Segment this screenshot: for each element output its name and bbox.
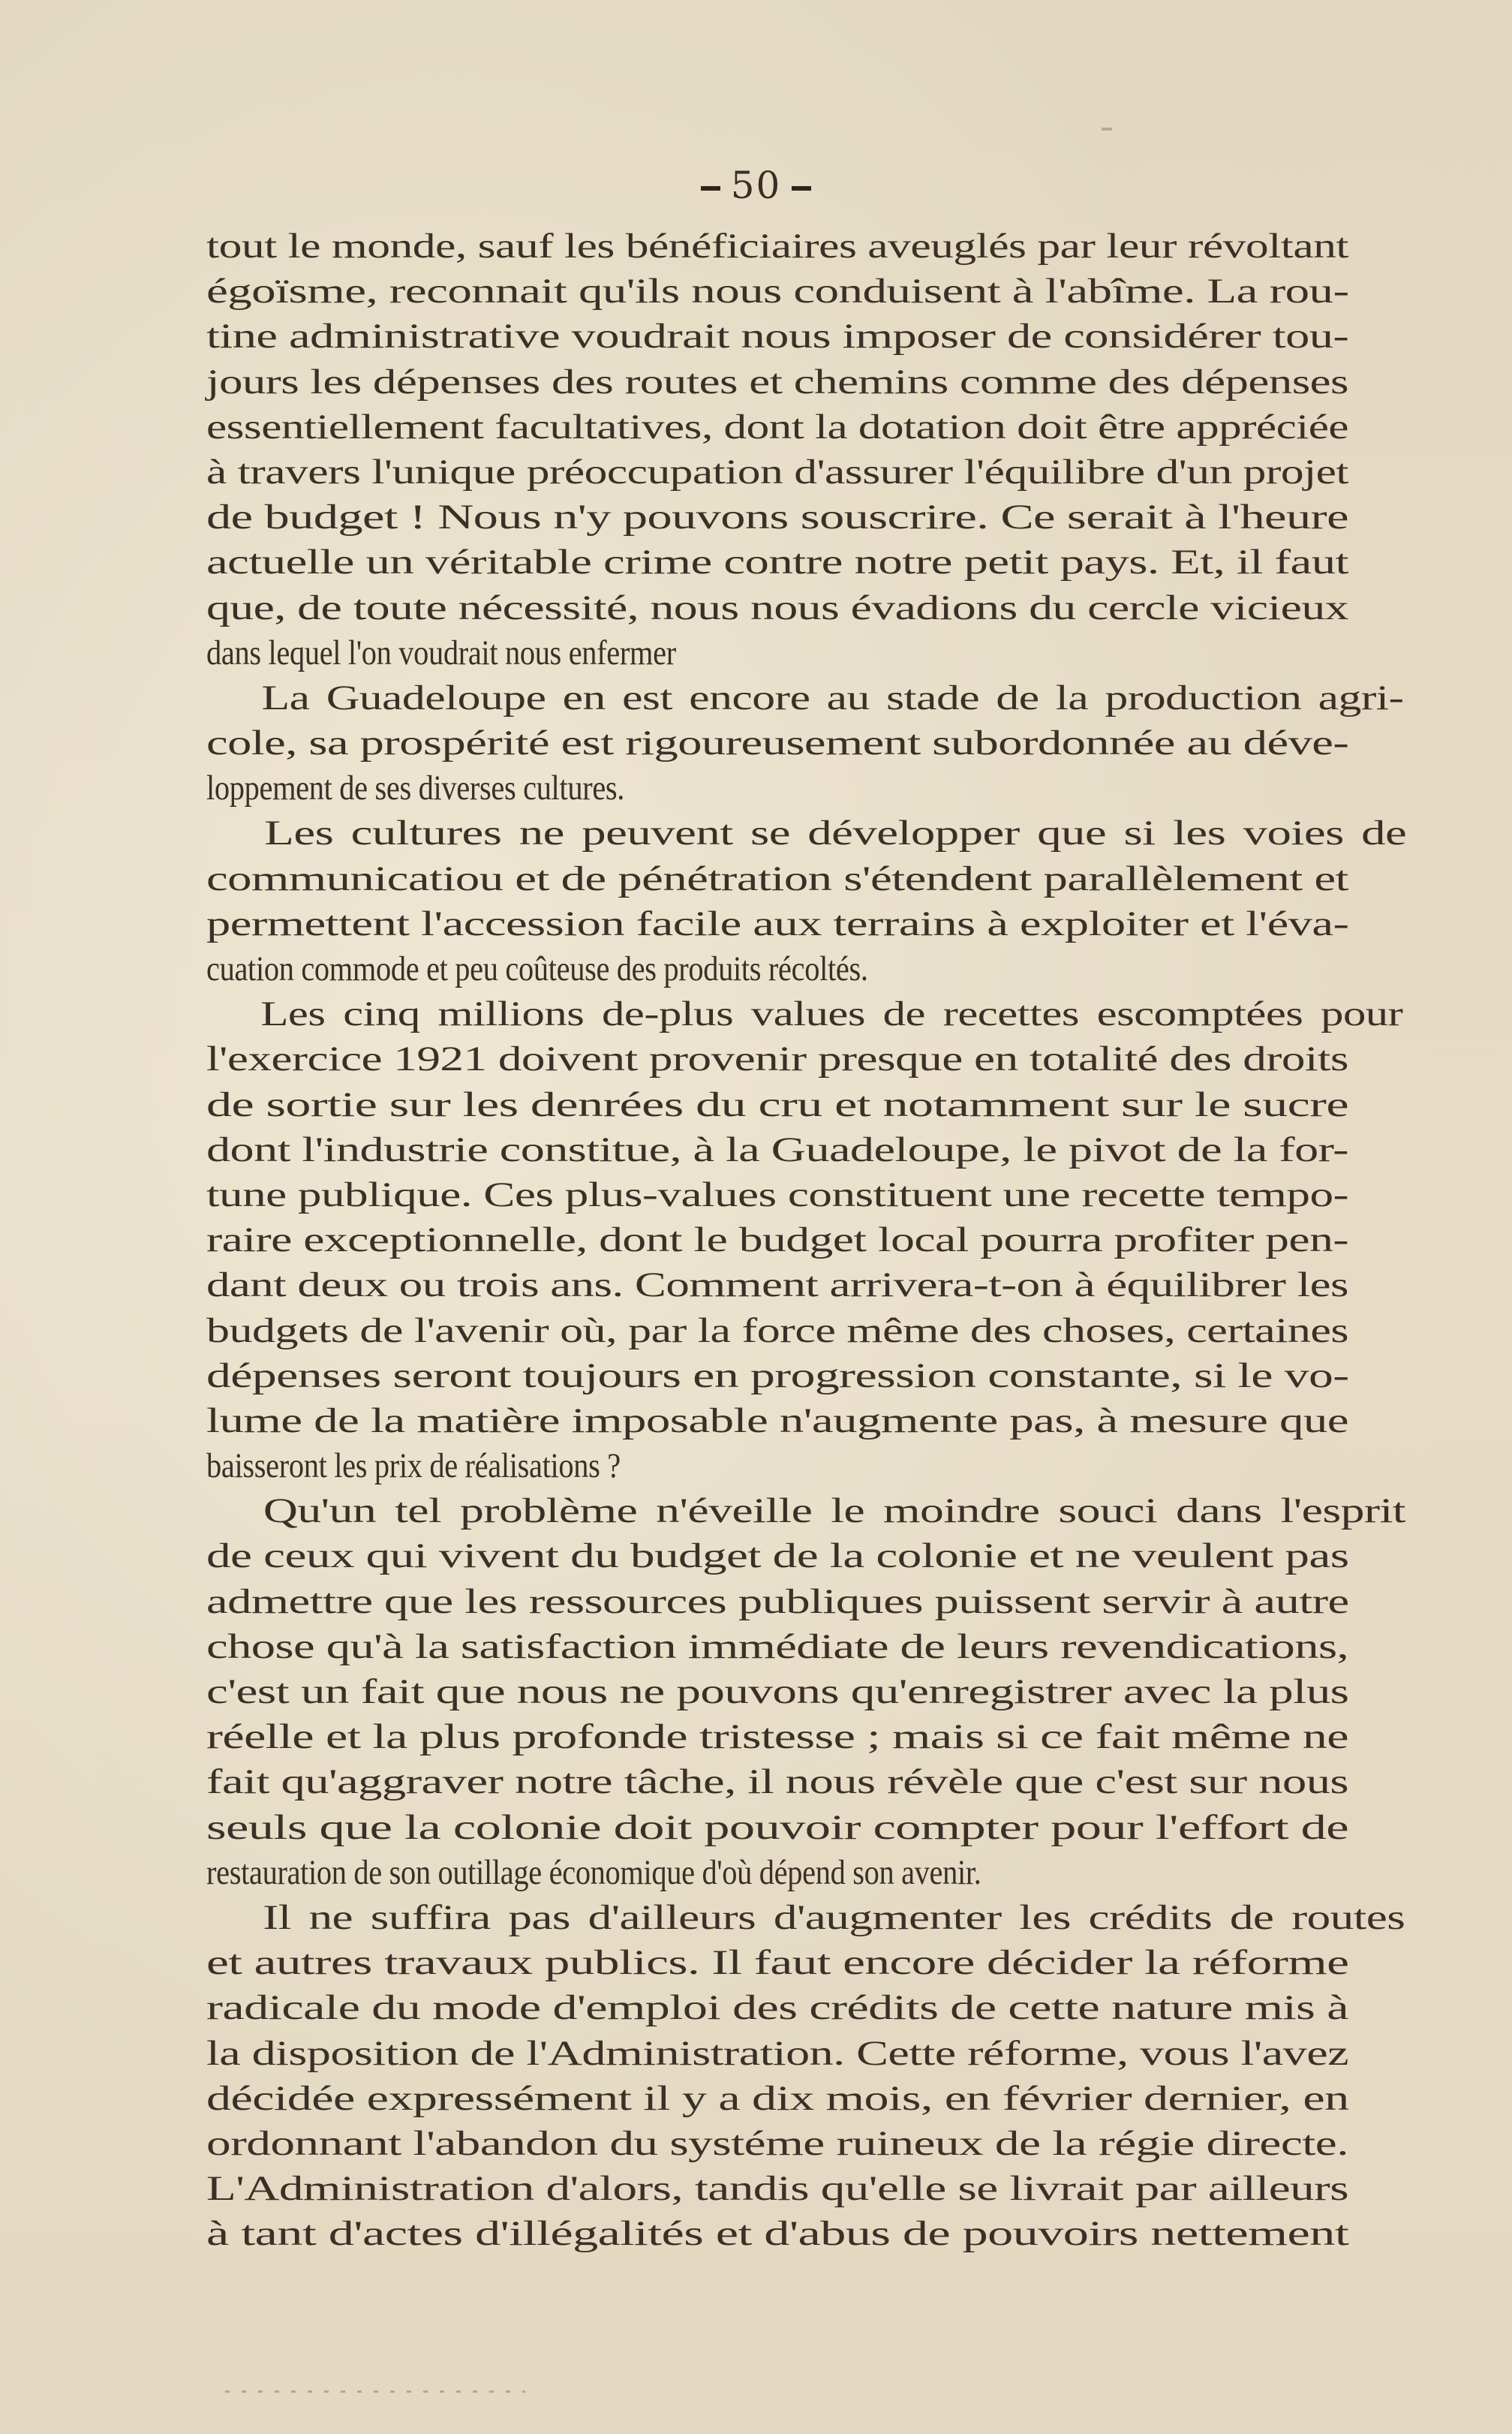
paragraph xyxy=(206,1488,1405,1895)
text-line: budgets de l'avenir où, par la force même des choses, certaines xyxy=(206,1310,1348,1350)
paragraph xyxy=(206,224,1348,675)
ink-speck xyxy=(1102,128,1112,131)
paragraph xyxy=(206,675,1404,811)
text-line: à travers l'unique préoccupation d'assurer l'équilibre d'un projet xyxy=(206,452,1348,492)
page-number xyxy=(0,164,1512,207)
text-line: et autres travaux publics. Il faut encore décider la réforme xyxy=(206,1943,1349,1983)
text-line: tine administrative voudrait nous imposer de considérer tou- xyxy=(206,317,1349,357)
text-line: restauration de son outillage économique d'où dépend son avenir. xyxy=(206,1852,981,1892)
text-line: Il ne suffira pas d'ailleurs d'augmenter les crédits de routes xyxy=(263,1897,1405,1937)
text-line: cuation commode et peu coûteuse des produits récoltés. xyxy=(206,949,868,988)
text-line: dont l'industrie constitue, à la Guadeloupe, le pivot de la for- xyxy=(206,1130,1348,1169)
text-line: Les cinq millions de-plus values de recettes escomptées pour xyxy=(260,994,1403,1034)
page-number-left-dash xyxy=(701,186,720,191)
text-line: fait qu'aggraver notre tâche, il nous révèle que c'est sur nous xyxy=(206,1762,1348,1802)
text-line: baisseront les prix de réalisations ? xyxy=(206,1446,621,1486)
text-line: de budget ! Nous n'y pouvons souscrire. Ce serait à l'heure xyxy=(206,498,1348,537)
paragraph xyxy=(206,991,1403,1488)
text-line: dans lequel l'on voudrait nous enfermer xyxy=(206,633,676,672)
text-line: que, de toute nécessité, nous nous évadions du cercle vicieux xyxy=(206,588,1348,627)
text-line: égoïsme, reconnait qu'ils nous conduisent à l'abîme. La rou- xyxy=(206,272,1349,311)
text-line: tout le monde, sauf les bénéficiaires aveuglés par leur révoltant xyxy=(206,227,1348,266)
print-smudge xyxy=(225,2390,525,2393)
text-line: réelle et la plus profonde tristesse ; mais si ce fait même ne xyxy=(206,1717,1349,1757)
text-line: lume de la matière imposable n'augmente pas, à mesure que xyxy=(206,1401,1348,1440)
text-line: loppement de ses diverses cultures. xyxy=(206,769,625,808)
page-number-value: 50 xyxy=(730,164,782,207)
text-line: décidée expressément il y a dix mois, en février dernier, en xyxy=(206,2078,1349,2118)
text-line: c'est un fait que nous ne pouvons qu'enregistrer avec la plus xyxy=(206,1672,1349,1711)
text-line: L'Administration d'alors, tandis qu'elle se livrait par ailleurs xyxy=(206,2169,1348,2209)
text-line: l'exercice 1921 doivent provenir presque en totalité des droits xyxy=(206,1039,1348,1079)
text-line: cole, sa prospérité est rigoureusement subordonnée au déve- xyxy=(206,724,1349,763)
text-line: ordonnant l'abandon du systéme ruineux de la régie directe. xyxy=(206,2123,1348,2163)
text-line: à tant d'actes d'illégalités et d'abus de pouvoirs nettement xyxy=(206,2214,1349,2254)
text-line: Qu'un tel problème n'éveille le moindre souci dans l'esprit xyxy=(263,1491,1405,1531)
text-line: seuls que la colonie doit pouvoir compter pour l'effort de xyxy=(206,1807,1348,1847)
text-line: Les cultures ne peuvent se développer que si les voies de xyxy=(264,814,1407,853)
text-line: admettre que les ressources publiques puissent servir à autre xyxy=(206,1581,1349,1621)
text-line: La Guadeloupe en est encore au stade de la production agri- xyxy=(261,678,1404,718)
paragraph xyxy=(206,1895,1405,2257)
text-line: radicale du mode d'emploi des crédits de cette nature mis à xyxy=(206,1988,1348,2028)
body-text xyxy=(206,224,1407,2256)
text-line: essentiellement facultatives, dont la dotation doit être appréciée xyxy=(206,407,1349,447)
text-line: dépenses seront toujours en progression constante, si le vo- xyxy=(206,1355,1349,1395)
text-line: la disposition de l'Administration. Cette réforme, vous l'avez xyxy=(206,2033,1348,2073)
text-line: de sortie sur les denrées du cru et notamment sur le sucre xyxy=(206,1085,1348,1124)
page-number-right-dash xyxy=(792,186,811,191)
paragraph xyxy=(206,811,1407,991)
text-line: raire exceptionnelle, dont le budget local pourra profiter pen- xyxy=(206,1220,1348,1260)
text-line: actuelle un véritable crime contre notre petit pays. Et, il faut xyxy=(206,543,1348,582)
text-line: de ceux qui vivent du budget de la colonie et ne veulent pas xyxy=(206,1536,1349,1576)
text-line: jours les dépenses des routes et chemins comme des dépenses xyxy=(206,362,1348,402)
text-line: permettent l'accession facile aux terrains à exploiter et l'éva- xyxy=(206,904,1349,943)
text-line: chose qu'à la satisfaction immédiate de leurs revendications, xyxy=(206,1626,1349,1666)
text-line: dant deux ou trois ans. Comment arrivera-t-on à équilibrer les xyxy=(206,1265,1348,1305)
text-line: tune publique. Ces plus-values constituent une recette tempo- xyxy=(206,1175,1349,1214)
text-line: communicatiou et de pénétration s'étendent parallèlement et xyxy=(206,859,1348,898)
